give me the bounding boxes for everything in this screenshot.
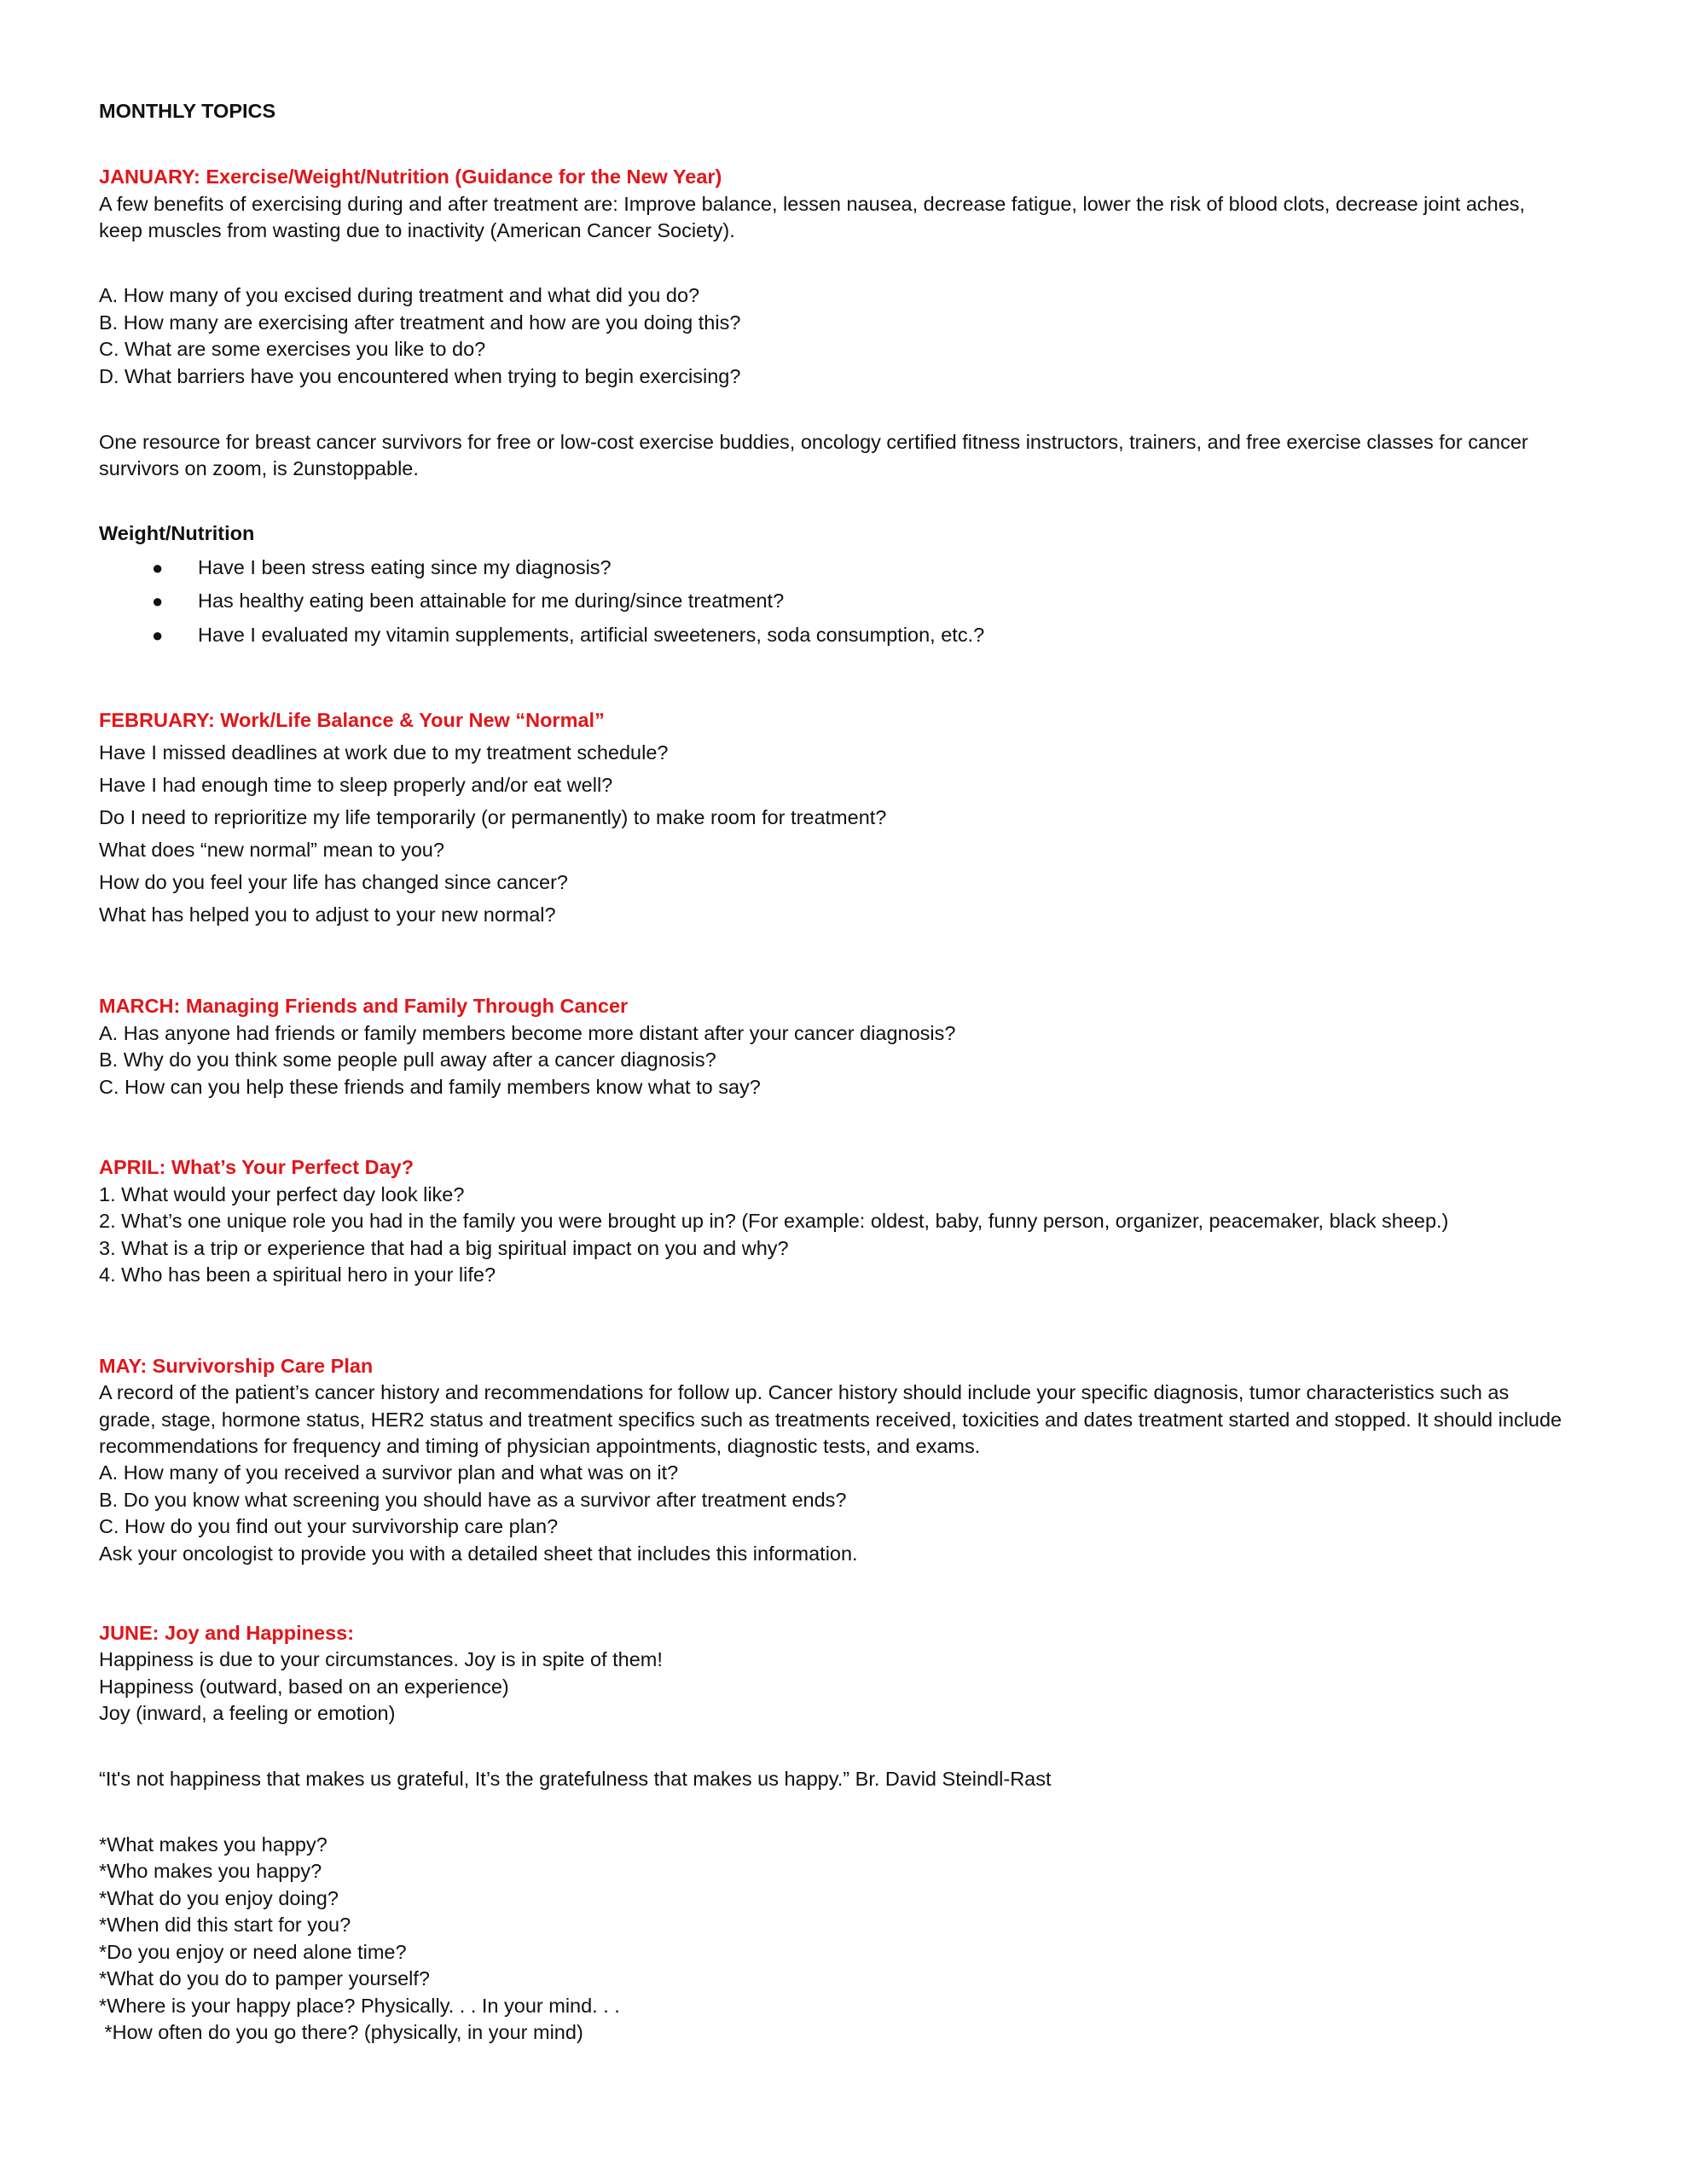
page-title: MONTHLY TOPICS bbox=[99, 100, 276, 122]
february-line: What does “new normal” mean to you? bbox=[99, 839, 444, 861]
january-resource-line: survivors on zoom, is 2unstoppable. bbox=[99, 457, 419, 479]
june-quote: “It's not happiness that makes us grateful, It’s the gratefulness that makes us happy.” Br. David Steindl-Rast bbox=[99, 1768, 1052, 1790]
january-heading: JANUARY: Exercise/Weight/Nutrition (Guidance for the New Year) bbox=[99, 166, 722, 188]
february-line: How do you feel your life has changed since cancer? bbox=[99, 871, 568, 893]
june-intro-line: Joy (inward, a feeling or emotion) bbox=[99, 1702, 396, 1724]
june-heading: JUNE: Joy and Happiness: bbox=[99, 1622, 355, 1644]
bullet-icon: ● bbox=[152, 557, 164, 578]
january-question: D. What barriers have you encountered when trying to begin exercising? bbox=[99, 365, 741, 387]
may-line: B. Do you know what screening you should have as a survivor after treatment ends? bbox=[99, 1489, 847, 1511]
february-line: Do I need to reprioritize my life temporarily (or permanently) to make room for treatment? bbox=[99, 806, 887, 828]
april-line: 4. Who has been a spiritual hero in your life? bbox=[99, 1263, 496, 1286]
weight-nutrition-bullet: Have I been stress eating since my diagnosis? bbox=[198, 556, 612, 578]
february-heading: FEBRUARY: Work/Life Balance & Your New “Normal” bbox=[99, 709, 605, 731]
may-line: A record of the patient’s cancer history and recommendations for follow up. Cancer history should include your specific diagnosis, tumor characteristics such as bbox=[99, 1381, 1510, 1403]
april-line: 2. What’s one unique role you had in the family you were brought up in? (For example: oldest, baby, funny person, organizer, peacemaker, black sheep.) bbox=[99, 1210, 1449, 1232]
june-question: *How often do you go there? (physically, in your mind) bbox=[99, 2021, 583, 2043]
june-question: *When did this start for you? bbox=[99, 1914, 351, 1936]
february-line: Have I had enough time to sleep properly and/or eat well? bbox=[99, 774, 613, 796]
may-line: recommendations for frequency and timing of physician appointments, diagnostic tests, and exams. bbox=[99, 1435, 981, 1457]
april-line: 3. What is a trip or experience that had a big spiritual impact on you and why? bbox=[99, 1237, 789, 1259]
weight-nutrition-bullet: Have I evaluated my vitamin supplements, artificial sweeteners, soda consumption, etc.? bbox=[198, 624, 985, 646]
may-heading: MAY: Survivorship Care Plan bbox=[99, 1355, 374, 1377]
may-line: A. How many of you received a survivor plan and what was on it? bbox=[99, 1461, 679, 1484]
april-line: 1. What would your perfect day look like? bbox=[99, 1183, 465, 1205]
weight-nutrition-subheading: Weight/Nutrition bbox=[99, 522, 255, 544]
january-question: C. What are some exercises you like to do? bbox=[99, 338, 486, 360]
january-question: A. How many of you excised during treatment and what did you do? bbox=[99, 284, 700, 306]
june-question: *Do you enjoy or need alone time? bbox=[99, 1941, 407, 1963]
bullet-icon: ● bbox=[152, 590, 164, 612]
march-heading: MARCH: Managing Friends and Family Through Cancer bbox=[99, 995, 629, 1017]
june-question: *What do you enjoy doing? bbox=[99, 1887, 339, 1909]
january-question: B. How many are exercising after treatment and how are you doing this? bbox=[99, 311, 741, 334]
june-question: *What makes you happy? bbox=[99, 1833, 328, 1856]
may-line: C. How do you find out your survivorship care plan? bbox=[99, 1515, 559, 1537]
bullet-icon: ● bbox=[152, 624, 164, 646]
february-line: What has helped you to adjust to your new normal? bbox=[99, 903, 556, 926]
january-intro-line: A few benefits of exercising during and after treatment are: Improve balance, lessen nausea, decrease fatigue, lower the risk of blood clots, decrease joint aches, bbox=[99, 193, 1526, 215]
january-intro-line: keep muscles from wasting due to inactivity (American Cancer Society). bbox=[99, 219, 735, 241]
march-line: B. Why do you think some people pull away after a cancer diagnosis? bbox=[99, 1048, 716, 1071]
june-question: *What do you do to pamper yourself? bbox=[99, 1967, 430, 1989]
february-line: Have I missed deadlines at work due to my treatment schedule? bbox=[99, 741, 669, 764]
january-resource-line: One resource for breast cancer survivors for free or low-cost exercise buddies, oncology certified fitness instructors, trainers, and free exercise classes for cancer bbox=[99, 431, 1528, 453]
june-question: *Where is your happy place? Physically. . . In your mind. . . bbox=[99, 1995, 620, 2017]
april-heading: APRIL: What’s Your Perfect Day? bbox=[99, 1156, 415, 1178]
may-line: Ask your oncologist to provide you with a detailed sheet that includes this information. bbox=[99, 1542, 858, 1565]
may-line: grade, stage, hormone status, HER2 status and treatment specifics such as treatments received, toxicities and dates treatment started and stopped. It should include bbox=[99, 1409, 1562, 1431]
june-question: *Who makes you happy? bbox=[99, 1860, 322, 1882]
weight-nutrition-bullet: Has healthy eating been attainable for me during/since treatment? bbox=[198, 590, 785, 612]
june-intro-line: Happiness (outward, based on an experience) bbox=[99, 1676, 509, 1698]
march-line: C. How can you help these friends and family members know what to say? bbox=[99, 1076, 761, 1098]
june-intro-line: Happiness is due to your circumstances. Joy is in spite of them! bbox=[99, 1648, 663, 1670]
march-line: A. Has anyone had friends or family members become more distant after your cancer diagnosis? bbox=[99, 1022, 956, 1044]
